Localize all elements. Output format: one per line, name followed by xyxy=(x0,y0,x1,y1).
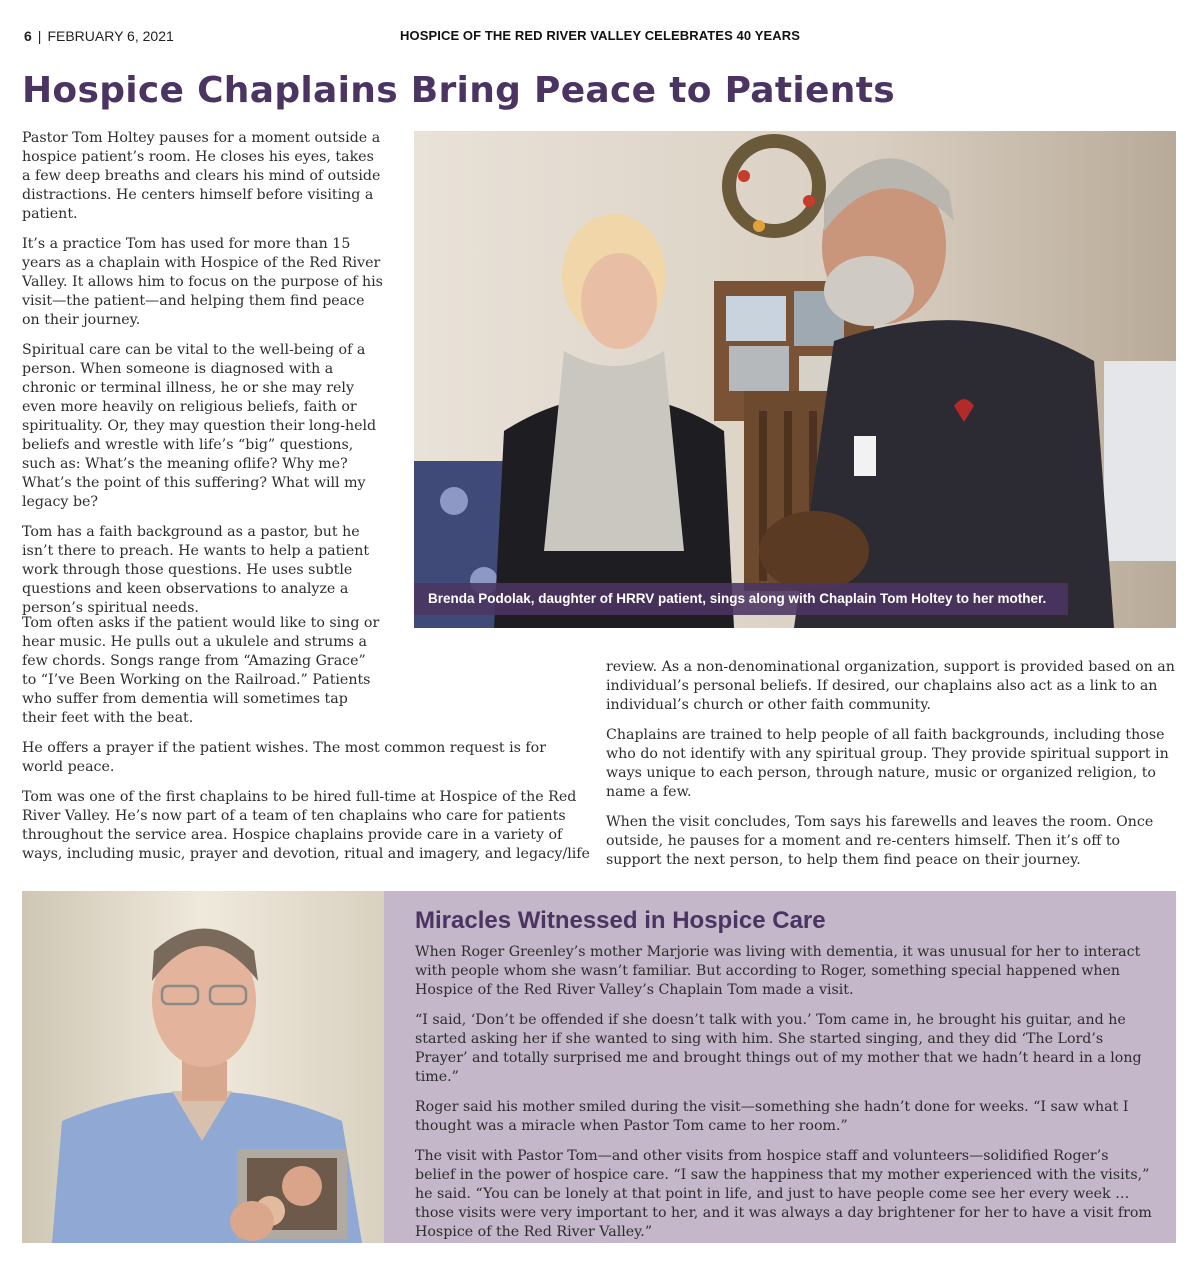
sidebar-body xyxy=(415,943,1152,1242)
article-left-column xyxy=(22,129,384,629)
paragraph: He offers a prayer if the patient wishes. The most common request is for world peace. xyxy=(22,740,546,775)
paragraph: Spiritual care can be vital to the well-being of a person. When someone is diagnosed with a chronic or terminal illness, he or she may rely even more heavily on religious beliefs, faith or spirituality. Or, they may question their long-held beliefs and wrestle with life’s “big” questions, such as: What’s the meaning oflife? Why me? What’s the point of this suffering? What will my legacy be? xyxy=(22,342,377,510)
article-right-column xyxy=(606,658,1176,881)
paragraph: Roger said his mother smiled during the visit—something she hadn’t done for weeks. “I saw what I thought was a miracle when Pastor Tom came to her room.” xyxy=(415,1099,1129,1134)
paragraph: The visit with Pastor Tom—and other visits from hospice staff and volunteers—solidified Roger’s belief in the power of hospice care. “I saw the happiness that my mother experienced with the visits,” he said. “You can be lonely at that point in life, and just to have people come see her every week … those visits were very important to her, and it was always a day brightener for her to have a visit from Hospice of the Red River Valley.” xyxy=(415,1148,1152,1240)
article-wide-column xyxy=(22,614,590,875)
sidebar-panel xyxy=(384,891,1176,1243)
page-header-left xyxy=(24,28,174,44)
photo-illustration xyxy=(414,131,1176,628)
paragraph: When Roger Greenley’s mother Marjorie was living with dementia, it was unusual for her to interact with people whom she wasn’t familiar. But according to Roger, something special happened when Hospice of the Red River Valley’s Chaplain Tom made a visit. xyxy=(415,944,1141,998)
issue-date: FEBRUARY 6, 2021 xyxy=(47,28,174,44)
paragraph: When the visit concludes, Tom says his farewells and leaves the room. Once outside, he pauses for a moment and re-centers himself. Then it’s off to support the next person, to help them find peace on their journey. xyxy=(606,814,1154,868)
paragraph: It’s a practice Tom has used for more than 15 years as a chaplain with Hospice of the Red River Valley. It allows him to focus on the purpose of his visit—the patient—and helping them find peace on their journey. xyxy=(22,236,383,328)
article-title: Hospice Chaplains Bring Peace to Patients xyxy=(22,70,895,111)
sidebar-title: Miracles Witnessed in Hospice Care xyxy=(415,907,826,934)
paragraph: Pastor Tom Holtey pauses for a moment outside a hospice patient’s room. He closes his eyes, takes a few deep breaths and clears his mind of outside distractions. He centers himself before visiting a patient. xyxy=(22,130,381,222)
paragraph: Tom often asks if the patient would like to sing or hear music. He pulls out a ukulele and strums a few chords. Songs range from “Amazing Grace” to “I’ve Been Working on the Railroad.” Patients who suffer from dementia will sometimes tap their feet with the beat. xyxy=(22,615,380,726)
paragraph: “I said, ‘Don’t be offended if she doesn’t talk with you.’ Tom came in, he brought his guitar, and he started asking her if she wanted to sing with him. She started singing, and they did ‘The Lord’s Prayer’ and totally surprised me and brought things out of my mother that we hadn’t heard in a long time.” xyxy=(415,1012,1142,1085)
paragraph: Tom was one of the first chaplains to be hired full-time at Hospice of the Red River Valley. He’s now part of a team of ten chaplains who care for patients throughout the service area. Hospice chaplains provide care in a variety of ways, including music, prayer and devotion, ritual and imagery, and legacy/life xyxy=(22,789,590,862)
page-number: 6 xyxy=(24,28,32,44)
section-title: HOSPICE OF THE RED RIVER VALLEY CELEBRATES 40 YEARS xyxy=(400,28,800,43)
chaplain-visit-photo xyxy=(414,131,1176,628)
header-separator: | xyxy=(37,28,42,44)
paragraph: Tom has a faith background as a pastor, but he isn’t there to preach. He wants to help a patient work through those questions. He uses subtle questions and keen observations to analyze a person’s spiritual needs. xyxy=(22,524,370,616)
paragraph: Chaplains are trained to help people of all faith backgrounds, including those who do not identify with any spiritual group. They provide spiritual support in ways unique to each person, through nature, music or organized religion, to name a few. xyxy=(606,727,1169,800)
roger-portrait-photo xyxy=(22,891,384,1243)
paragraph: review. As a non-denominational organization, support is provided based on an individual’s personal beliefs. If desired, our chaplains also act as a link to an individual’s church or other faith community. xyxy=(606,659,1175,713)
portrait-illustration xyxy=(22,891,384,1243)
photo-caption: Brenda Podolak, daughter of HRRV patient, sings along with Chaplain Tom Holtey to her mother. xyxy=(414,583,1068,615)
